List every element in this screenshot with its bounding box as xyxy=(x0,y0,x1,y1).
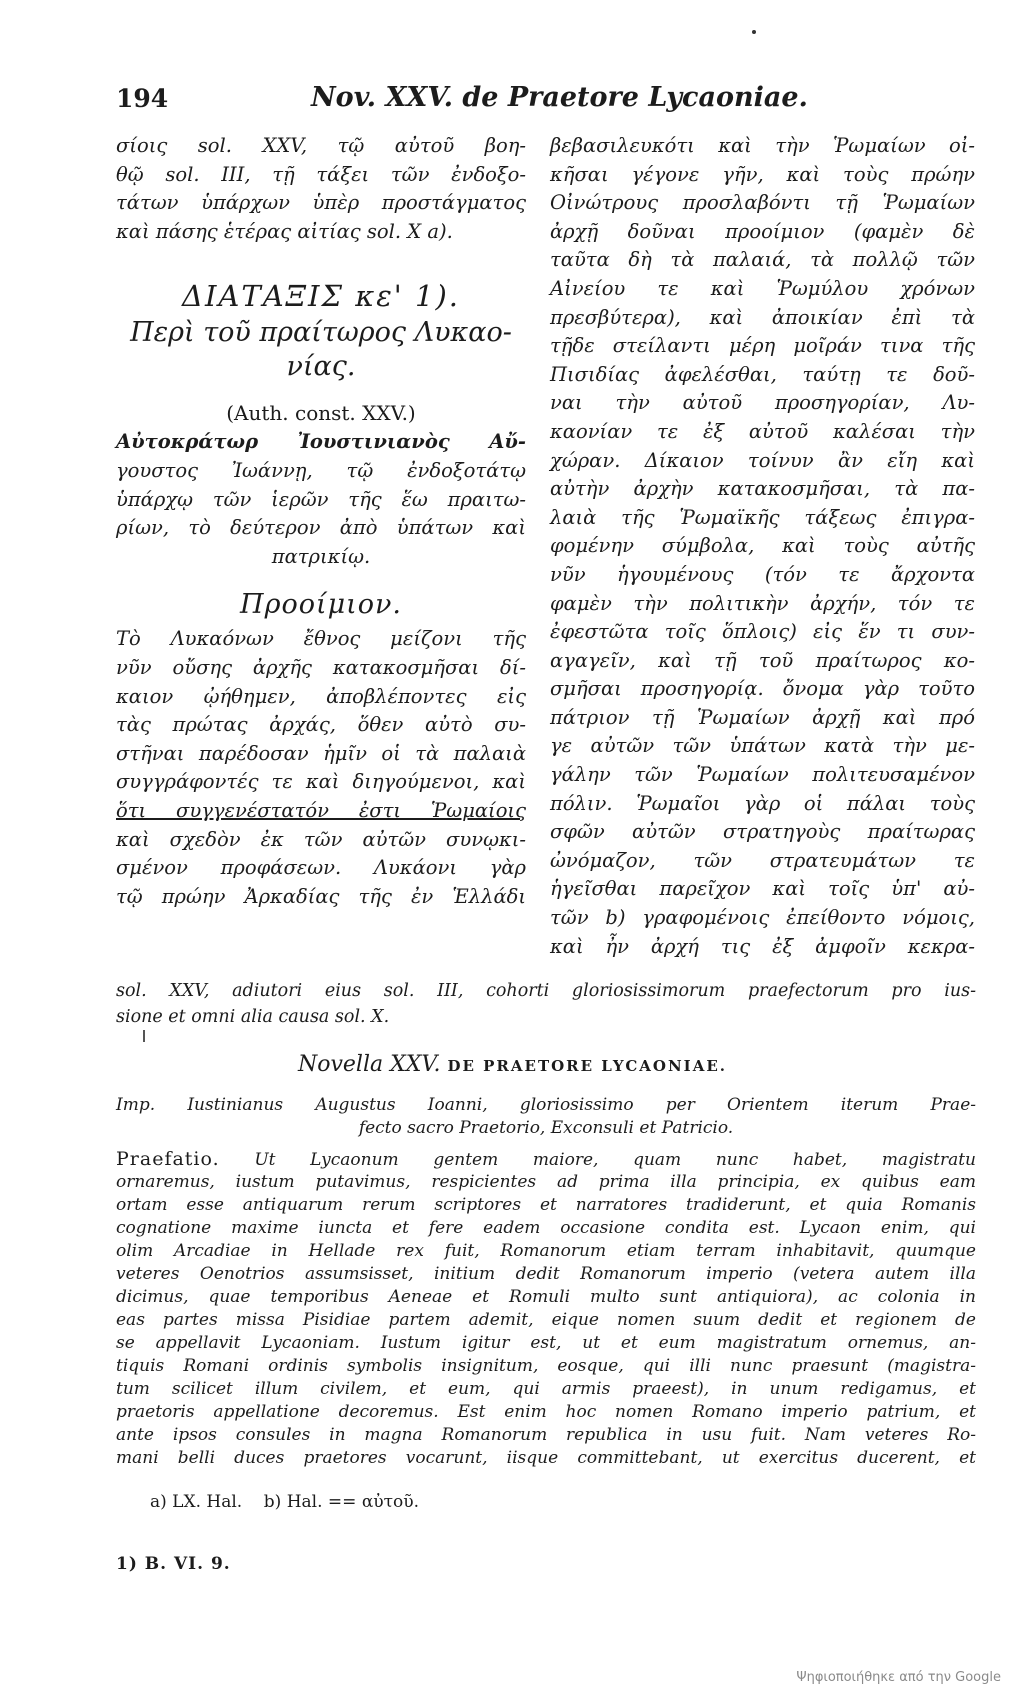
text-line: τάτων ὑπάρχων ὑπὲρ προστάγματος xyxy=(116,191,526,215)
body-line: Αἰνείου τε καὶ Ῥωμύλου χρόνων xyxy=(550,276,975,300)
greek-right-column xyxy=(550,132,975,961)
body-line: καονίαν τε ἐξ αὐτοῦ καλέσαι τὴν xyxy=(550,419,975,443)
body-line: νῦν οὔσης ἀρχῆς κατακοσμῆσαι δί- xyxy=(116,655,526,679)
address-line: ρίων, τὸ δεύτερον ἀπὸ ὑπάτων καὶ xyxy=(116,516,526,540)
body-line: αγαγεῖν, καὶ τῇ τοῦ πραίτωρος κο- xyxy=(550,648,975,672)
praefatio-block xyxy=(116,1148,976,1470)
body-line: συγγράφοντές τε καὶ διηγούμενοι, καὶ xyxy=(116,770,526,794)
print-speck xyxy=(752,30,756,34)
body-line: πάτριον τῇ Ῥωμαίων ἀρχῇ καὶ πρό xyxy=(550,705,975,729)
body-line: λαιὰ τῆς Ῥωμαϊκῆς τάξεως ἐπιγρα- xyxy=(550,505,975,529)
address-line: Αὐτοκράτωρ Ἰουστινιανὸς Αὔ- xyxy=(116,430,526,454)
running-title: Nov. XXV. de Praetore Lycaoniae. xyxy=(311,82,808,113)
authority-reference: (Auth. const. XXV.) xyxy=(226,401,416,426)
body-line: ναι τὴν αὐτοῦ προσηγορίαν, Λυ- xyxy=(550,391,975,415)
text-line: καὶ πάσης ἑτέρας αἰτίας sol. X a). xyxy=(116,219,453,243)
body-line: τῇδε στείλαντι μέρη μοῖράν τινα τῆς xyxy=(550,334,975,358)
latin-line: tiquis Romani ordinis symbolis insignitum, eosque, qui illi nunc praesunt (magistra- xyxy=(116,1356,976,1376)
latin-continuation xyxy=(116,978,976,1030)
latin-line: sol. XXV, adiutori eius sol. III, cohorti gloriosissimorum praefectorum pro ius- xyxy=(116,981,976,1001)
body-line: αὐτὴν ἀρχὴν κατακοσμῆσαι, τὰ πα- xyxy=(550,477,975,501)
latin-line: olim Arcadiae in Hellade rex fuit, Romanorum etiam terram inhabitavit, quumque xyxy=(116,1241,976,1261)
novella-title xyxy=(0,1052,1025,1077)
body-line: ταῦτα δὴ τὰ παλαιά, τὰ πολλῷ τῶν xyxy=(550,248,975,272)
footnote-b: b) Hal. == αὐτοῦ. xyxy=(263,1492,420,1512)
prooimion-heading: Προοίμιον. xyxy=(240,589,402,621)
page-header xyxy=(116,84,976,124)
latin-line: ornaremus, iustum putavimus, respicientes ad prima illa principia, ex quibus eam xyxy=(116,1172,976,1192)
latin-line: Imp. Iustinianus Augustus Ioanni, gloriosissimo per Orientem iterum Prae- xyxy=(116,1095,976,1115)
body-line: ὠνόμαζον, τῶν στρατευμάτων τε xyxy=(550,848,975,872)
latin-line: mani belli duces praetores vocarunt, iisque committebant, ut exercitus ducerent, et xyxy=(116,1448,976,1468)
section-subtitle-line: νίας. xyxy=(286,351,356,383)
page-number: 194 xyxy=(116,84,169,113)
body-line: καιον ᾠήθημεν, ἀποβλέποντες εἰς xyxy=(116,684,526,708)
latin-line: dicimus, quae temporibus Aeneae et Romuli multo sunt antiquiora), ac colonia in xyxy=(116,1287,976,1307)
body-line: σμῆσαι προσηγορίᾳ. ὄνομα γὰρ τοῦτο xyxy=(550,677,975,701)
text-line: σίοις sol. XXV, τῷ αὐτοῦ βοη- xyxy=(116,134,526,157)
latin-line: tum scilicet illum civilem, et eum, qui armis praeest), in unum redigamus, et xyxy=(116,1379,976,1399)
section-subtitle-line: Περὶ τοῦ πραίτωρος Λυκαο- xyxy=(130,317,512,349)
body-line: σφῶν αὐτῶν στρατηγοὺς πραίτωρας xyxy=(550,820,975,844)
body-line: Τὸ Λυκαόνων ἔθνος μείζονι τῆς xyxy=(116,627,526,651)
address-line: γουστος Ἰωάννῃ, τῷ ἐνδοξοτάτῳ xyxy=(116,458,526,482)
novella-title-italic: Novella XXV. xyxy=(297,1052,441,1077)
latin-line: se appellavit Lycaoniam. Iustum igitur est, ut et eum magistratum ornemus, an- xyxy=(116,1333,976,1353)
section-heading: ΔΙΑΤΑΞΙΣ κε' 1). xyxy=(182,279,460,314)
body-line: Πισιδίας ἀφελέσθαι, ταύτῃ τε δοῦ- xyxy=(550,362,975,386)
body-line: τῶν b) γραφομένοις ἐπείθοντο νόμοις, xyxy=(550,906,975,930)
latin-line: ortam esse antiquarum rerum scriptores et narratores tradiderunt, et quia Romanis xyxy=(116,1195,976,1215)
address-line: πατρικίῳ. xyxy=(271,544,371,568)
latin-line: sione et omni alia causa sol. X. xyxy=(116,1007,390,1027)
praefatio-first-line: Ut Lycaonum gentem maiore, quam nunc habet, magistratu xyxy=(254,1150,976,1170)
greek-left-column xyxy=(116,132,526,911)
text-line: θῷ sol. III, τῇ τάξει τῶν ἐνδοξο- xyxy=(116,162,526,186)
novella-title-caps: DE PRAETORE LYCAONIAE. xyxy=(447,1057,727,1075)
latin-line: cognatione maxime iuncta et fere eadem occasione condita est. Lycaon enim, qui xyxy=(116,1218,976,1238)
praefatio-lead: Praefatio. xyxy=(116,1148,220,1170)
address-line: ὑπάρχῳ τῶν ἱερῶν τῆς ἕω πραιτω- xyxy=(116,487,526,511)
body-line: βεβασιλευκότι καὶ τὴν Ῥωμαίων οἰ- xyxy=(550,134,975,157)
footnote-1: 1) B. VI. 9. xyxy=(116,1554,231,1574)
digitization-watermark: Ψηφιοποιήθηκε από την Google xyxy=(796,1670,1001,1685)
latin-line xyxy=(116,1148,976,1171)
latin-line: veteres Oenotrios assumsisset, initium dedit Romanorum imperio (vetera autem illa xyxy=(116,1264,976,1284)
body-line: καὶ σχεδὸν ἐκ τῶν αὐτῶν συνῳκι- xyxy=(116,827,526,851)
body-line: χώραν. Δίκαιον τοίνυν ἂν εἴη καὶ xyxy=(550,448,975,472)
body-line: γε αὐτῶν τῶν ὑπάτων κατὰ τὴν με- xyxy=(550,734,975,758)
body-line: τῷ πρώην Ἀρκαδίας τῆς ἐν Ἑλλάδι xyxy=(116,884,526,908)
body-line: ἀρχῇ δοῦναι προοίμιον (φαμὲν δὲ xyxy=(550,219,975,243)
imperial-address xyxy=(116,1094,976,1140)
body-line: στῆναι παρέδοσαν ἡμῖν οἱ τὰ παλαιὰ xyxy=(116,741,526,765)
body-line: κῆσαι γέγονε γῆν, καὶ τοὺς πρώην xyxy=(550,162,975,186)
body-line: Οἰνώτρους προσλαβόντι τῇ Ῥωμαίων xyxy=(550,191,975,215)
latin-line: eas partes missa Pisidiae partem ademit, eique nomen suum dedit et regionem de xyxy=(116,1310,976,1330)
body-line: καὶ ἦν ἀρχή τις ἐξ ἀμφοῖν κεκρα- xyxy=(550,934,975,958)
body-line: ὅτι συγγενέστατόν ἐστι Ῥωμαίοις xyxy=(116,798,526,822)
footnote-ab xyxy=(150,1492,419,1512)
body-line: ἐφεστῶτα τοῖς ὅπλοις) εἰς ἕν τι συν- xyxy=(550,620,975,644)
print-mark xyxy=(143,1030,145,1042)
body-line: σμένον προφάσεων. Λυκάονι γὰρ xyxy=(116,856,526,880)
footnote-a: a) LX. Hal. xyxy=(150,1492,243,1512)
body-line: φαμὲν τὴν πολιτικὴν ἀρχήν, τόν τε xyxy=(550,591,975,615)
body-line: φομένην σύμβολα, καὶ τοὺς αὐτῆς xyxy=(550,534,975,558)
body-line: τὰς πρώτας ἀρχάς, ὅθεν αὐτὸ συ- xyxy=(116,713,526,737)
body-line: νῦν ἡγουμένους (τόν τε ἄρχοντα xyxy=(550,562,975,586)
latin-line: fecto sacro Praetorio, Exconsuli et Patricio. xyxy=(358,1118,734,1138)
latin-line: ante ipsos consules in magna Romanorum republica in usu fuit. Nam veteres Ro- xyxy=(116,1425,976,1445)
latin-line: praetoris appellatione decoremus. Est enim hoc nomen Romano imperio patrium, et xyxy=(116,1402,976,1422)
body-line: ἡγεῖσθαι παρεῖχον καὶ τοῖς ὑπ' αὐ- xyxy=(550,877,975,901)
body-line: πόλιν. Ῥωμαῖοι γὰρ οἱ πάλαι τοὺς xyxy=(550,791,975,815)
body-line: γάλην τῶν Ῥωμαίων πολιτευσαμένον xyxy=(550,763,975,787)
body-line: πρεσβύτερα), καὶ ἀποικίαν ἐπὶ τὰ xyxy=(550,305,975,329)
